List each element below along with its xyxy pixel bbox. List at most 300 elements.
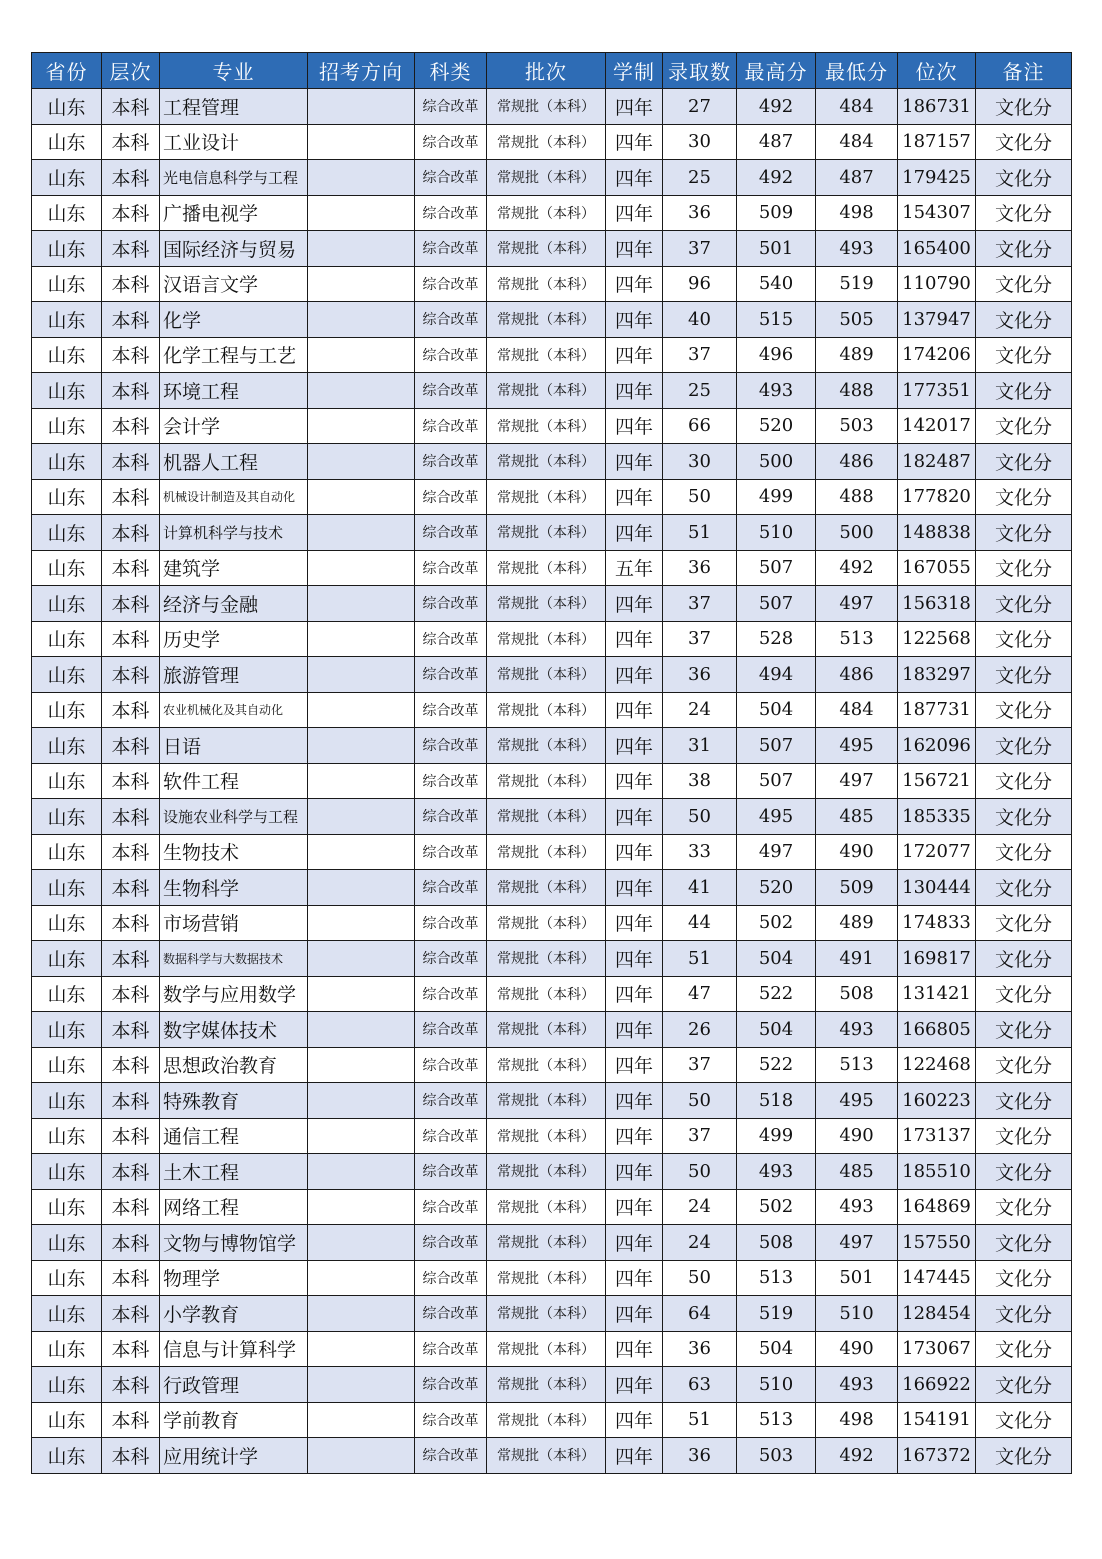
table-row [32, 479, 1072, 515]
cell-province: 山东 [32, 692, 102, 728]
cell-province: 山东 [32, 160, 102, 196]
cell-direction [308, 1083, 415, 1119]
table-row [32, 1331, 1072, 1367]
cell-direction [308, 337, 415, 373]
cell-direction [308, 195, 415, 231]
cell-level: 本科 [102, 1367, 160, 1403]
cell-min-score: 492 [816, 1438, 898, 1474]
cell-direction [308, 408, 415, 444]
cell-max-score: 504 [737, 1331, 816, 1367]
cell-province: 山东 [32, 231, 102, 267]
table-row [32, 337, 1072, 373]
cell-batch: 常规批（本科） [487, 124, 606, 160]
cell-min-score: 497 [816, 763, 898, 799]
cell-direction [308, 763, 415, 799]
cell-max-score: 492 [737, 160, 816, 196]
cell-batch: 常规批（本科） [487, 1367, 606, 1403]
cell-province: 山东 [32, 550, 102, 586]
cell-major: 应用统计学 [160, 1438, 308, 1474]
cell-admitted: 50 [663, 1154, 737, 1190]
cell-batch: 常规批（本科） [487, 550, 606, 586]
table-row [32, 408, 1072, 444]
cell-admitted: 36 [663, 195, 737, 231]
cell-level: 本科 [102, 834, 160, 870]
cell-province: 山东 [32, 1402, 102, 1438]
cell-major: 历史学 [160, 621, 308, 657]
table-row [32, 160, 1072, 196]
cell-min-score: 491 [816, 941, 898, 977]
table-body [32, 89, 1072, 1474]
cell-category: 综合改革 [415, 408, 487, 444]
cell-batch: 常规批（本科） [487, 337, 606, 373]
cell-province: 山东 [32, 408, 102, 444]
cell-admitted: 41 [663, 870, 737, 906]
cell-level: 本科 [102, 905, 160, 941]
cell-rank: 154191 [898, 1402, 976, 1438]
cell-min-score: 493 [816, 1189, 898, 1225]
cell-level: 本科 [102, 1402, 160, 1438]
cell-max-score: 519 [737, 1296, 816, 1332]
cell-batch: 常规批（本科） [487, 1118, 606, 1154]
cell-max-score: 502 [737, 1189, 816, 1225]
cell-major: 机器人工程 [160, 444, 308, 480]
cell-category: 综合改革 [415, 266, 487, 302]
cell-duration: 四年 [606, 479, 663, 515]
cell-batch: 常规批（本科） [487, 444, 606, 480]
cell-major: 汉语言文学 [160, 266, 308, 302]
cell-max-score: 493 [737, 1154, 816, 1190]
cell-level: 本科 [102, 870, 160, 906]
cell-admitted: 51 [663, 1402, 737, 1438]
cell-rank: 122568 [898, 621, 976, 657]
cell-level: 本科 [102, 1331, 160, 1367]
cell-note: 文化分 [976, 337, 1072, 373]
cell-admitted: 24 [663, 1189, 737, 1225]
table-row [32, 302, 1072, 338]
cell-note: 文化分 [976, 1225, 1072, 1261]
cell-max-score: 509 [737, 195, 816, 231]
cell-direction [308, 941, 415, 977]
cell-min-score: 508 [816, 976, 898, 1012]
cell-rank: 173067 [898, 1331, 976, 1367]
cell-rank: 142017 [898, 408, 976, 444]
cell-min-score: 495 [816, 728, 898, 764]
cell-major: 软件工程 [160, 763, 308, 799]
cell-note: 文化分 [976, 1296, 1072, 1332]
cell-admitted: 25 [663, 373, 737, 409]
cell-batch: 常规批（本科） [487, 1402, 606, 1438]
cell-min-score: 490 [816, 834, 898, 870]
cell-duration: 四年 [606, 231, 663, 267]
cell-duration: 四年 [606, 1260, 663, 1296]
cell-rank: 166922 [898, 1367, 976, 1403]
cell-admitted: 63 [663, 1367, 737, 1403]
cell-category: 综合改革 [415, 550, 487, 586]
cell-min-score: 487 [816, 160, 898, 196]
cell-level: 本科 [102, 621, 160, 657]
cell-duration: 四年 [606, 515, 663, 551]
cell-category: 综合改革 [415, 1402, 487, 1438]
cell-province: 山东 [32, 1012, 102, 1048]
cell-category: 综合改革 [415, 124, 487, 160]
cell-province: 山东 [32, 834, 102, 870]
cell-direction [308, 799, 415, 835]
cell-rank: 156318 [898, 586, 976, 622]
cell-level: 本科 [102, 941, 160, 977]
cell-duration: 四年 [606, 905, 663, 941]
cell-province: 山东 [32, 124, 102, 160]
cell-direction [308, 1296, 415, 1332]
cell-direction [308, 586, 415, 622]
cell-admitted: 24 [663, 1225, 737, 1261]
cell-batch: 常规批（本科） [487, 1047, 606, 1083]
cell-level: 本科 [102, 1012, 160, 1048]
cell-admitted: 36 [663, 657, 737, 693]
cell-major: 建筑学 [160, 550, 308, 586]
cell-duration: 四年 [606, 870, 663, 906]
cell-province: 山东 [32, 586, 102, 622]
table-row [32, 586, 1072, 622]
table-row [32, 1225, 1072, 1261]
cell-major: 工程管理 [160, 89, 308, 125]
cell-duration: 四年 [606, 444, 663, 480]
cell-rank: 174206 [898, 337, 976, 373]
cell-direction [308, 479, 415, 515]
cell-batch: 常规批（本科） [487, 834, 606, 870]
cell-rank: 183297 [898, 657, 976, 693]
cell-admitted: 27 [663, 89, 737, 125]
cell-duration: 四年 [606, 976, 663, 1012]
table-row [32, 1438, 1072, 1474]
cell-max-score: 507 [737, 550, 816, 586]
table-row [32, 1260, 1072, 1296]
cell-max-score: 499 [737, 1118, 816, 1154]
cell-category: 综合改革 [415, 763, 487, 799]
cell-category: 综合改革 [415, 1154, 487, 1190]
cell-admitted: 36 [663, 1331, 737, 1367]
cell-min-score: 484 [816, 692, 898, 728]
cell-note: 文化分 [976, 1047, 1072, 1083]
cell-direction [308, 621, 415, 657]
cell-batch: 常规批（本科） [487, 763, 606, 799]
cell-max-score: 522 [737, 1047, 816, 1083]
cell-note: 文化分 [976, 1083, 1072, 1119]
cell-note: 文化分 [976, 160, 1072, 196]
cell-category: 综合改革 [415, 799, 487, 835]
cell-admitted: 50 [663, 1260, 737, 1296]
cell-batch: 常规批（本科） [487, 941, 606, 977]
cell-duration: 四年 [606, 1047, 663, 1083]
cell-category: 综合改革 [415, 905, 487, 941]
cell-direction [308, 444, 415, 480]
cell-rank: 131421 [898, 976, 976, 1012]
cell-batch: 常规批（本科） [487, 373, 606, 409]
cell-major: 数字媒体技术 [160, 1012, 308, 1048]
table-row [32, 1296, 1072, 1332]
cell-max-score: 510 [737, 1367, 816, 1403]
header-note: 备注 [976, 53, 1072, 89]
cell-batch: 常规批（本科） [487, 195, 606, 231]
table-row [32, 905, 1072, 941]
cell-batch: 常规批（本科） [487, 1189, 606, 1225]
table-row [32, 1402, 1072, 1438]
cell-min-score: 493 [816, 231, 898, 267]
cell-max-score: 518 [737, 1083, 816, 1119]
cell-min-score: 489 [816, 337, 898, 373]
cell-category: 综合改革 [415, 976, 487, 1012]
cell-min-score: 490 [816, 1331, 898, 1367]
cell-batch: 常规批（本科） [487, 1012, 606, 1048]
cell-note: 文化分 [976, 799, 1072, 835]
cell-max-score: 497 [737, 834, 816, 870]
cell-batch: 常规批（本科） [487, 160, 606, 196]
cell-note: 文化分 [976, 870, 1072, 906]
cell-duration: 四年 [606, 1083, 663, 1119]
cell-max-score: 507 [737, 763, 816, 799]
cell-max-score: 513 [737, 1260, 816, 1296]
cell-min-score: 513 [816, 1047, 898, 1083]
cell-major: 特殊教育 [160, 1083, 308, 1119]
cell-admitted: 51 [663, 941, 737, 977]
cell-rank: 165400 [898, 231, 976, 267]
cell-admitted: 37 [663, 586, 737, 622]
cell-category: 综合改革 [415, 728, 487, 764]
cell-admitted: 66 [663, 408, 737, 444]
cell-level: 本科 [102, 1225, 160, 1261]
cell-admitted: 36 [663, 550, 737, 586]
cell-max-score: 520 [737, 870, 816, 906]
cell-duration: 四年 [606, 1154, 663, 1190]
cell-max-score: 504 [737, 941, 816, 977]
cell-min-score: 489 [816, 905, 898, 941]
cell-province: 山东 [32, 799, 102, 835]
cell-major: 农业机械化及其自动化 [160, 692, 308, 728]
cell-admitted: 37 [663, 1118, 737, 1154]
cell-duration: 四年 [606, 1012, 663, 1048]
cell-major: 光电信息科学与工程 [160, 160, 308, 196]
cell-direction [308, 160, 415, 196]
cell-level: 本科 [102, 408, 160, 444]
cell-note: 文化分 [976, 1438, 1072, 1474]
cell-duration: 四年 [606, 1331, 663, 1367]
cell-rank: 147445 [898, 1260, 976, 1296]
cell-max-score: 507 [737, 586, 816, 622]
cell-duration: 四年 [606, 941, 663, 977]
cell-major: 网络工程 [160, 1189, 308, 1225]
cell-direction [308, 266, 415, 302]
cell-admitted: 25 [663, 160, 737, 196]
cell-max-score: 507 [737, 728, 816, 764]
cell-max-score: 499 [737, 479, 816, 515]
cell-max-score: 515 [737, 302, 816, 338]
cell-batch: 常规批（本科） [487, 692, 606, 728]
cell-batch: 常规批（本科） [487, 515, 606, 551]
cell-admitted: 24 [663, 692, 737, 728]
cell-rank: 160223 [898, 1083, 976, 1119]
cell-major: 物理学 [160, 1260, 308, 1296]
cell-province: 山东 [32, 302, 102, 338]
cell-batch: 常规批（本科） [487, 1154, 606, 1190]
cell-direction [308, 1118, 415, 1154]
cell-note: 文化分 [976, 621, 1072, 657]
cell-major: 设施农业科学与工程 [160, 799, 308, 835]
cell-duration: 四年 [606, 1118, 663, 1154]
cell-note: 文化分 [976, 728, 1072, 764]
cell-note: 文化分 [976, 1260, 1072, 1296]
cell-direction [308, 657, 415, 693]
cell-max-score: 528 [737, 621, 816, 657]
cell-min-score: 485 [816, 799, 898, 835]
cell-level: 本科 [102, 1047, 160, 1083]
cell-level: 本科 [102, 763, 160, 799]
cell-province: 山东 [32, 870, 102, 906]
cell-duration: 四年 [606, 160, 663, 196]
cell-major: 通信工程 [160, 1118, 308, 1154]
table-row [32, 124, 1072, 160]
cell-rank: 177351 [898, 373, 976, 409]
cell-admitted: 50 [663, 479, 737, 515]
cell-category: 综合改革 [415, 195, 487, 231]
cell-level: 本科 [102, 337, 160, 373]
cell-duration: 四年 [606, 1296, 663, 1332]
cell-category: 综合改革 [415, 373, 487, 409]
table-row [32, 373, 1072, 409]
cell-major: 工业设计 [160, 124, 308, 160]
cell-batch: 常规批（本科） [487, 1331, 606, 1367]
cell-category: 综合改革 [415, 479, 487, 515]
cell-province: 山东 [32, 621, 102, 657]
cell-direction [308, 1331, 415, 1367]
cell-max-score: 513 [737, 1402, 816, 1438]
cell-admitted: 64 [663, 1296, 737, 1332]
cell-max-score: 520 [737, 408, 816, 444]
cell-note: 文化分 [976, 1331, 1072, 1367]
cell-admitted: 40 [663, 302, 737, 338]
cell-major: 生物技术 [160, 834, 308, 870]
cell-category: 综合改革 [415, 1012, 487, 1048]
cell-min-score: 505 [816, 302, 898, 338]
cell-level: 本科 [102, 195, 160, 231]
cell-major: 行政管理 [160, 1367, 308, 1403]
cell-max-score: 495 [737, 799, 816, 835]
cell-max-score: 503 [737, 1438, 816, 1474]
cell-max-score: 496 [737, 337, 816, 373]
cell-direction [308, 692, 415, 728]
cell-duration: 四年 [606, 1438, 663, 1474]
cell-direction [308, 1367, 415, 1403]
cell-province: 山东 [32, 444, 102, 480]
cell-duration: 四年 [606, 373, 663, 409]
cell-category: 综合改革 [415, 1331, 487, 1367]
cell-province: 山东 [32, 1083, 102, 1119]
cell-duration: 四年 [606, 337, 663, 373]
cell-rank: 179425 [898, 160, 976, 196]
cell-rank: 154307 [898, 195, 976, 231]
cell-admitted: 30 [663, 444, 737, 480]
cell-rank: 173137 [898, 1118, 976, 1154]
cell-note: 文化分 [976, 124, 1072, 160]
cell-major: 国际经济与贸易 [160, 231, 308, 267]
cell-note: 文化分 [976, 1402, 1072, 1438]
cell-level: 本科 [102, 692, 160, 728]
cell-direction [308, 905, 415, 941]
cell-category: 综合改革 [415, 1083, 487, 1119]
cell-province: 山东 [32, 1260, 102, 1296]
cell-level: 本科 [102, 976, 160, 1012]
cell-category: 综合改革 [415, 621, 487, 657]
cell-direction [308, 1047, 415, 1083]
cell-batch: 常规批（本科） [487, 89, 606, 125]
cell-rank: 186731 [898, 89, 976, 125]
cell-direction [308, 870, 415, 906]
cell-admitted: 37 [663, 621, 737, 657]
cell-level: 本科 [102, 266, 160, 302]
cell-min-score: 509 [816, 870, 898, 906]
cell-batch: 常规批（本科） [487, 231, 606, 267]
cell-duration: 四年 [606, 1225, 663, 1261]
cell-min-score: 493 [816, 1367, 898, 1403]
cell-batch: 常规批（本科） [487, 1260, 606, 1296]
cell-rank: 130444 [898, 870, 976, 906]
table-row [32, 550, 1072, 586]
cell-level: 本科 [102, 1083, 160, 1119]
cell-note: 文化分 [976, 1012, 1072, 1048]
cell-note: 文化分 [976, 763, 1072, 799]
cell-major: 计算机科学与技术 [160, 515, 308, 551]
cell-duration: 四年 [606, 1189, 663, 1225]
cell-province: 山东 [32, 905, 102, 941]
cell-major: 思想政治教育 [160, 1047, 308, 1083]
cell-duration: 四年 [606, 1402, 663, 1438]
cell-category: 综合改革 [415, 692, 487, 728]
cell-min-score: 486 [816, 657, 898, 693]
cell-max-score: 504 [737, 692, 816, 728]
cell-note: 文化分 [976, 905, 1072, 941]
table-row [32, 941, 1072, 977]
cell-major: 市场营销 [160, 905, 308, 941]
cell-duration: 四年 [606, 302, 663, 338]
cell-min-score: 492 [816, 550, 898, 586]
cell-min-score: 484 [816, 124, 898, 160]
cell-batch: 常规批（本科） [487, 728, 606, 764]
cell-level: 本科 [102, 799, 160, 835]
cell-level: 本科 [102, 479, 160, 515]
cell-province: 山东 [32, 657, 102, 693]
cell-note: 文化分 [976, 1154, 1072, 1190]
cell-major: 机械设计制造及其自动化 [160, 479, 308, 515]
cell-min-score: 519 [816, 266, 898, 302]
cell-duration: 四年 [606, 1367, 663, 1403]
cell-duration: 四年 [606, 692, 663, 728]
cell-note: 文化分 [976, 550, 1072, 586]
cell-major: 学前教育 [160, 1402, 308, 1438]
cell-rank: 137947 [898, 302, 976, 338]
cell-admitted: 50 [663, 1083, 737, 1119]
cell-max-score: 494 [737, 657, 816, 693]
table-row [32, 728, 1072, 764]
cell-province: 山东 [32, 1154, 102, 1190]
cell-level: 本科 [102, 586, 160, 622]
cell-major: 会计学 [160, 408, 308, 444]
table-row [32, 692, 1072, 728]
cell-duration: 四年 [606, 799, 663, 835]
cell-category: 综合改革 [415, 160, 487, 196]
cell-rank: 182487 [898, 444, 976, 480]
cell-duration: 四年 [606, 728, 663, 764]
cell-category: 综合改革 [415, 1189, 487, 1225]
cell-max-score: 502 [737, 905, 816, 941]
cell-rank: 162096 [898, 728, 976, 764]
